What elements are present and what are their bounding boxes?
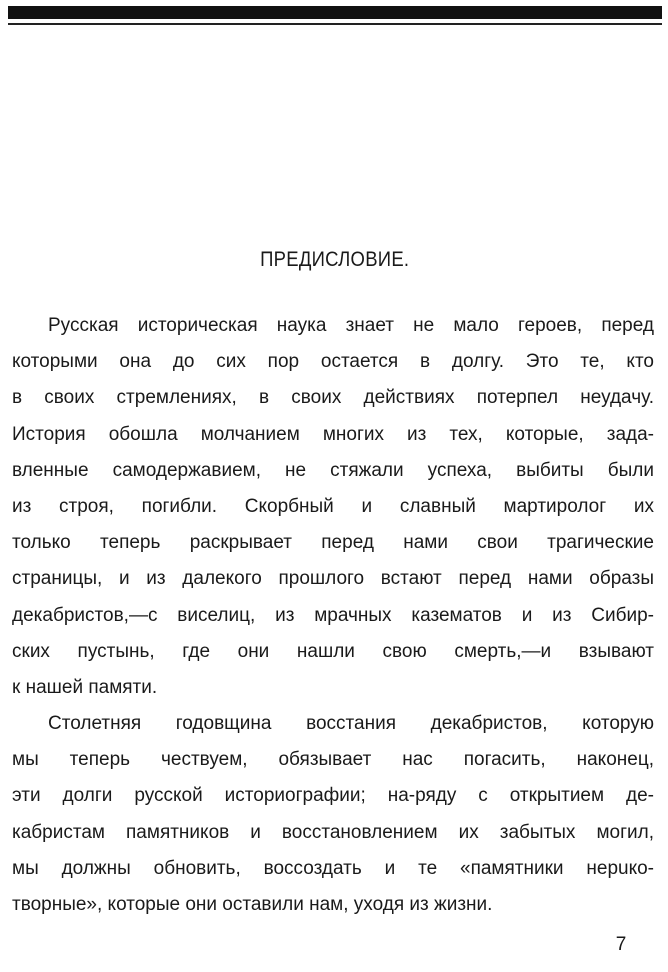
text-line: творные», которые они оставили нам, уходя из жизни.	[12, 893, 493, 915]
page-number: 7	[615, 934, 627, 955]
paragraph-2	[12, 706, 654, 923]
text-line: кабристам памятников и восстановлением их забытых могил,	[12, 821, 654, 843]
page-title: ПРЕДИСЛОВИЕ.	[260, 248, 410, 271]
text-line: Русская историческая наука знает не мало героев, перед	[48, 315, 654, 336]
text-line: мы теперь чествуем, обязывает нас погасить, наконец,	[12, 749, 654, 771]
text-line: которыми она до сих пор остается в долгу. Это те, кто	[12, 351, 654, 373]
text-line: из строя, погибли. Скорбный и славный мартиролог их	[12, 495, 654, 517]
text-line: Столетняя годовщина восстания декабристов, которую	[48, 713, 654, 734]
text-line: декабристов,—с виселиц, из мрачных казематов и из Сибир-	[12, 604, 654, 626]
top-rule-thick	[8, 6, 662, 19]
text-line: История обошла молчанием многих из тех, которые, зада-	[12, 423, 654, 445]
top-rule-thin	[8, 23, 662, 25]
text-line: в своих стремлениях, в своих действиях потерпел неудачу.	[12, 387, 654, 409]
text-line: вленные самодержавием, не стяжали успеха, выбиты были	[12, 459, 654, 481]
text-line: страницы, и из далекого прошлого встают перед нами образы	[12, 568, 654, 590]
text-line: мы должны обновить, воссоздать и те «памятники нерuко-	[12, 857, 654, 879]
text-line: к нашей памяти.	[12, 676, 158, 698]
text-line: эти долги русской историографии; на-ряду с открытием де-	[12, 785, 654, 807]
text-line: ских пустынь, где они нашли свою смерть,—и взывают	[12, 640, 654, 662]
paragraph-1	[12, 308, 654, 706]
text-line: только теперь раскрывает перед нами свои трагические	[12, 532, 654, 554]
